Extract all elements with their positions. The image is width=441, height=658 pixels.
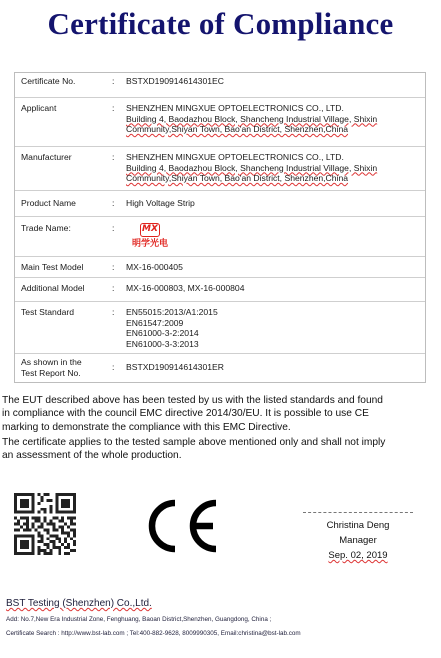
issuer-company-name: BST Testing (Shenzhen) Co.,Ltd. <box>6 598 152 609</box>
row-divider <box>15 146 425 147</box>
test-report-label-line: As shown in the <box>21 357 82 367</box>
brand-logo-text: 明学光电 <box>131 238 168 248</box>
colon: : <box>112 103 115 113</box>
additional-model-label: Additional Model <box>21 283 85 293</box>
brand-logo <box>126 223 174 249</box>
trade-name-label: Trade Name: <box>21 223 71 233</box>
ce-mark-icon <box>145 497 220 555</box>
brand-logo-mark: MX <box>140 223 160 237</box>
signatory-date-text: Sep. 02, 2019 <box>328 550 388 561</box>
row-divider <box>15 216 425 217</box>
test-report-value: BSTXD190914614301ER <box>126 362 224 372</box>
test-report-label <box>21 357 82 378</box>
colon: : <box>112 198 115 208</box>
main-test-model-value: MX-16-000405 <box>126 262 183 272</box>
compliance-statement <box>2 394 438 434</box>
row-divider <box>15 277 425 278</box>
statement-line: in compliance with the council EMC directive 2014/30/EU. It is possible to use CE <box>2 408 369 420</box>
test-standard-label: Test Standard <box>21 307 75 317</box>
test-standard-item: EN61000-3-3:2013 <box>126 338 199 349</box>
manufacturer-name: SHENZHEN MINGXUE OPTOELECTRONICS CO., LTD. <box>126 152 344 162</box>
colon: : <box>112 152 115 162</box>
statement-line: The EUT described above has been tested by us with the listed standards and found <box>2 395 383 406</box>
statement-line: The certificate applies to the tested sample above mentioned only and shall not imply <box>2 437 386 448</box>
statement-line: marking to demonstrate the compliance with this EMC Directive. <box>2 421 291 433</box>
row-divider <box>15 256 425 257</box>
test-standard-list <box>126 307 422 349</box>
test-standard-item: EN61000-3-2:2014 <box>126 328 199 338</box>
colon: : <box>112 76 115 86</box>
signatory-role: Manager <box>339 535 377 546</box>
issuer-address: Add: No.7,New Era Industrial Zone, Fenghuang, Baoan District,Shenzhen, Guangdong, China ; <box>6 616 272 623</box>
colon: : <box>112 283 115 293</box>
issuer-contact: Certificate Search : http://www.bst-lab.com ; Tel:400-882-9628, 8009990305, Email:christina@bst-lab.com <box>6 630 301 637</box>
row-trade-name <box>15 223 425 253</box>
colon: : <box>112 362 115 372</box>
product-name-label: Product Name <box>21 198 76 208</box>
certificate-title: Certificate of Compliance <box>47 6 394 41</box>
row-divider <box>15 301 425 302</box>
certificate-no-label: Certificate No. <box>21 76 76 86</box>
colon: : <box>112 262 115 272</box>
main-test-model-label: Main Test Model <box>21 262 84 272</box>
issuer-company <box>6 598 436 609</box>
applicant-value <box>126 103 422 135</box>
scope-statement <box>2 436 438 463</box>
test-standard-item: EN61547:2009 <box>126 317 184 328</box>
colon: : <box>112 307 115 317</box>
row-divider <box>15 190 425 191</box>
applicant-name: SHENZHEN MINGXUE OPTOELECTRONICS CO., LTD. <box>126 103 344 113</box>
certificate-details-table <box>14 72 426 383</box>
row-divider <box>15 353 425 354</box>
manufacturer-address-line: Community,Shiyan Town, Bao'an District, Shenzhen,China <box>126 173 349 183</box>
applicant-address-line: Community,Shiyan Town, Bao'an District, Shenzhen,China <box>126 124 349 134</box>
signatory-name: Christina Deng <box>326 520 390 531</box>
test-report-label-line: Test Report No. <box>21 367 81 378</box>
colon: : <box>112 223 115 233</box>
additional-model-value: MX-16-000803, MX-16-000804 <box>126 283 245 293</box>
product-name-value: High Voltage Strip <box>126 198 195 208</box>
signature-line <box>303 512 413 513</box>
applicant-address-line: Building 4, Baodazhou Block, Shancheng Industrial Village, Shixin <box>126 113 378 124</box>
statement-line: an assessment of the whole production. <box>2 450 182 462</box>
certificate-no-value: BSTXD190914614301EC <box>126 76 224 86</box>
manufacturer-address-line: Building 4, Baodazhou Block, Shancheng Industrial Village, Shixin <box>126 162 378 173</box>
test-standard-item: EN55015:2013/A1:2015 <box>126 307 218 317</box>
signatory-date <box>295 549 421 562</box>
manufacturer-label: Manufacturer <box>21 152 72 162</box>
applicant-label: Applicant <box>21 103 57 113</box>
qr-code <box>14 493 76 555</box>
row-divider <box>15 97 425 98</box>
manufacturer-value <box>126 152 422 184</box>
